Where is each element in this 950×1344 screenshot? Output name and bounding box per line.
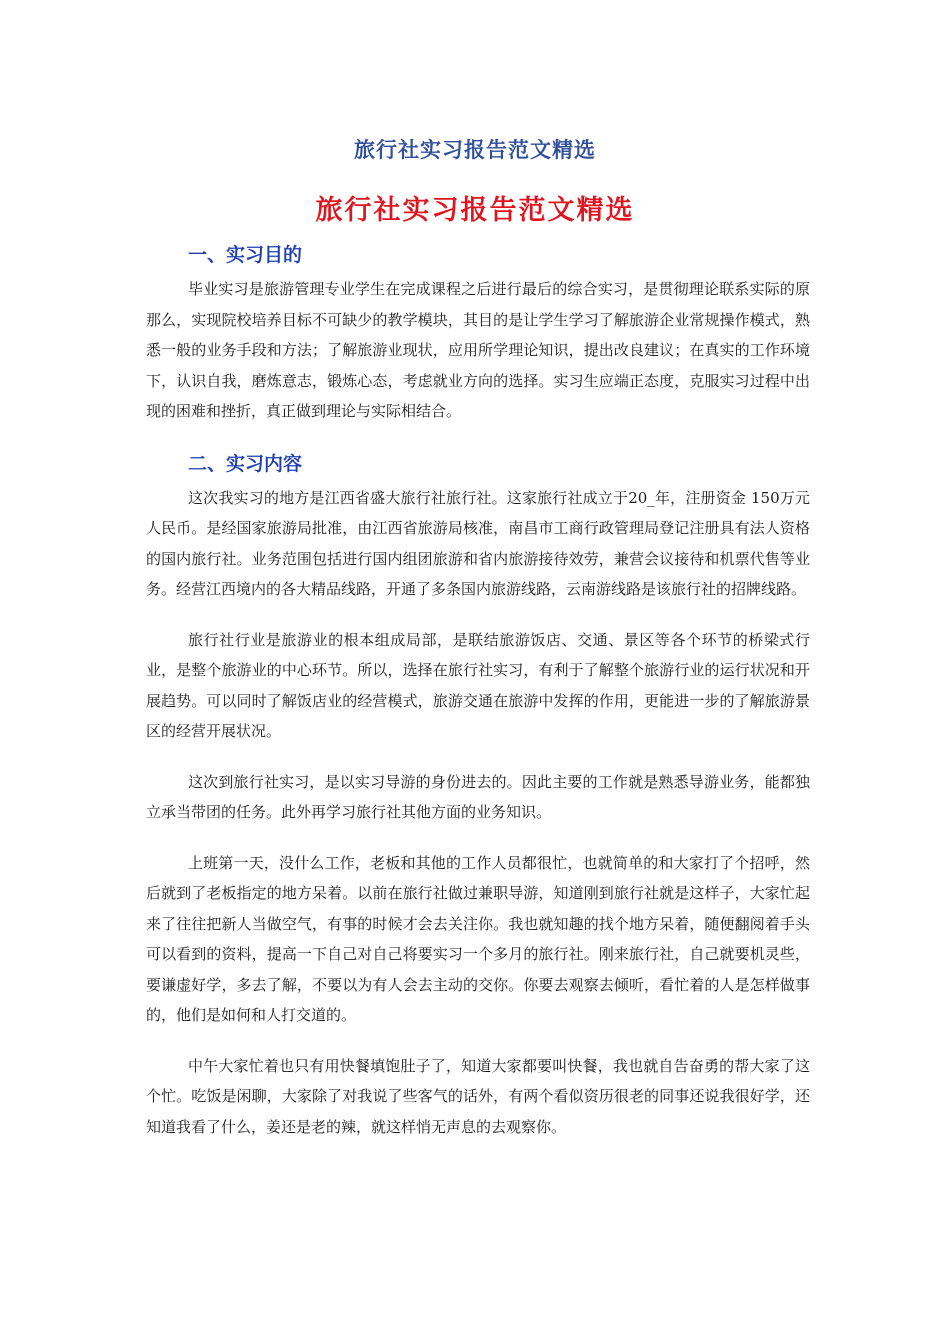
paragraph: 这次我实习的地方是江西省盛大旅行社旅行社。这家旅行社成立于20_年，注册资金 150万元人民币。是经国家旅游局批准，由江西省旅游局核准，南昌市工商行政管理局登记注册具有法人资格的国内旅行社。业务范围包括进行国内组团旅游和省内旅游接待效劳，兼营会议接待和机票代售等业务。经营江西境内的各大精品线路，开通了多条国内旅游线路，云南游线路是该旅行社的招牌线路。 <box>146 488 810 598</box>
paragraph: 毕业实习是旅游管理专业学生在完成课程之后进行最后的综合实习，是贯彻理论联系实际的原那么，实现院校培养目标不可缺少的教学模块，其目的是让学生学习了解旅游企业常规操作模式，熟悉一般的业务手段和方法；了解旅游业现状，应用所学理论知识，提出改良建议；在真实的工作环境下，认识自我，磨炼意志，锻炼心态，考虑就业方向的选择。实习生应端正态度，克服实习过程中出现的困难和挫折，真正做到理论与实际相结合。 <box>146 280 810 420</box>
section-heading-purpose: 一、实习目的 <box>188 244 303 266</box>
paragraph: 这次到旅行社实习，是以实习导游的身份进去的。因此主要的工作就是熟悉导游业务，能都独立承当带团的任务。此外再学习旅行社其他方面的业务知识。 <box>146 772 810 821</box>
section-heading-content: 二、实习内容 <box>188 452 303 475</box>
document-body <box>146 240 810 1142</box>
paragraph: 中午大家忙着也只有用快餐填饱肚子了，知道大家都要叫快餐，我也就自告奋勇的帮大家了这个忙。吃饭是闲聊，大家除了对我说了些客气的话外，有两个看似资历很老的同事还说我很好学，还知道我看了什么，姜还是老的辣，就这样悄无声息的去观察你。 <box>146 1056 810 1136</box>
document-header-title: 旅行社实习报告范文精选 <box>354 138 596 162</box>
paragraph: 上班第一天，没什么工作，老板和其他的工作人员都很忙，也就简单的和大家打了个招呼，然后就到了老板指定的地方呆着。以前在旅行社做过兼职导游，知道刚到旅行社就是这样子，大家忙起来了往往把新人当做空气，有事的时候才会去关注你。我也就知趣的找个地方呆着，随便翻阅着手头可以看到的资料，提高一下自己对自己将要实习一个多月的旅行社。刚来旅行社，自己就要机灵些，要谦虚好学，多去了解，不要以为有人会去主动的交你。你要去观察去倾听，看忙着的人是怎样做事的，他们是如何和人打交道的。 <box>146 853 810 1024</box>
document-main-title: 旅行社实习报告范文精选 <box>315 195 635 226</box>
paragraph: 旅行社行业是旅游业的根本组成局部，是联结旅游饭店、交通、景区等各个环节的桥梁式行业，是整个旅游业的中心环节。所以，选择在旅行社实习，有利于了解整个旅游行业的运行状况和开展趋势。可以同时了解饭店业的经营模式，旅游交通在旅游中发挥的作用，更能进一步的了解旅游景区的经营开展状况。 <box>146 630 810 740</box>
